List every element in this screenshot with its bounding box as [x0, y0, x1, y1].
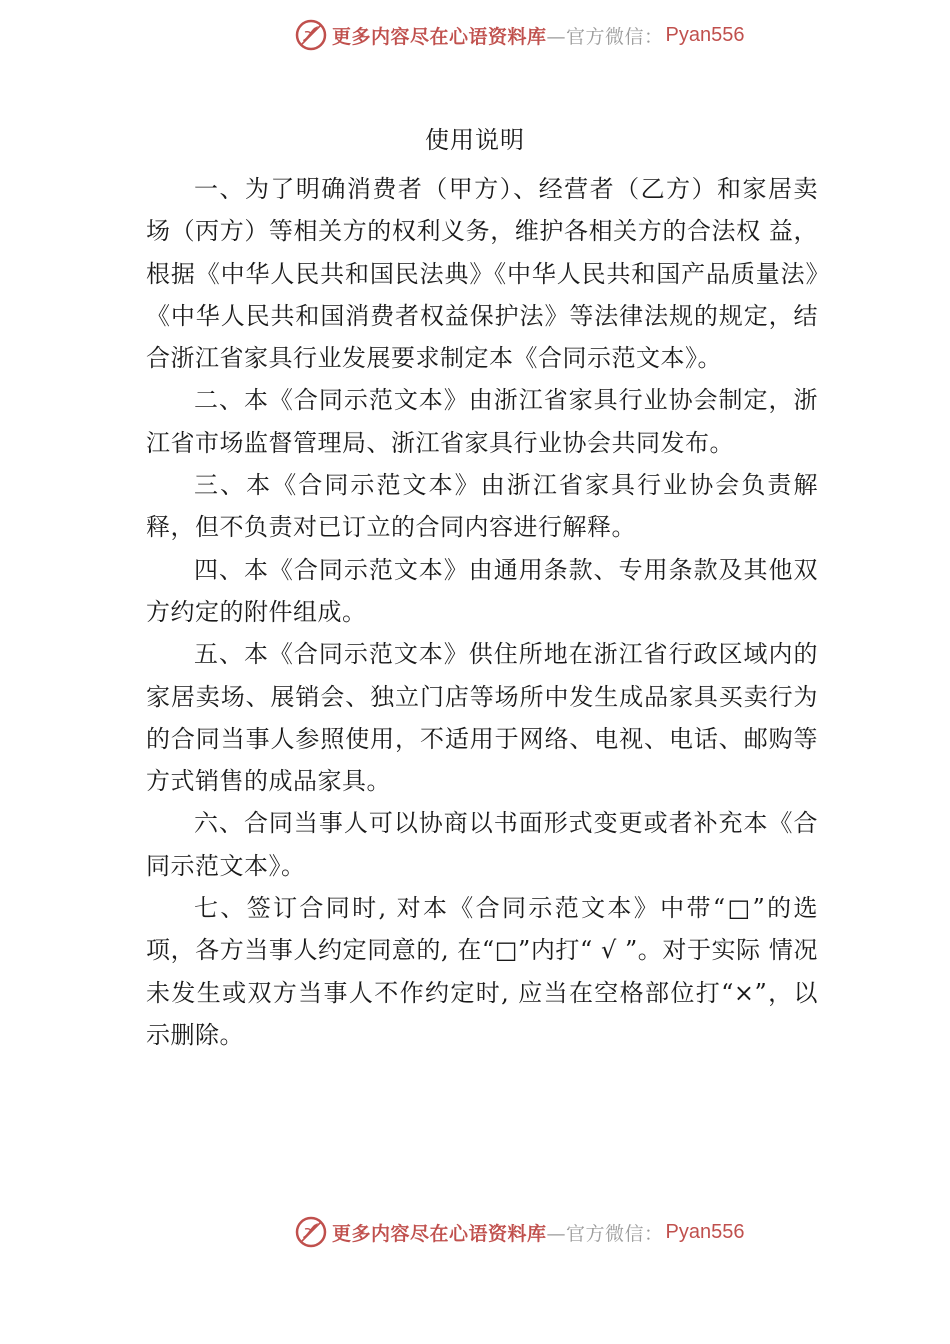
watermark-main-text: 更多内容尽在心语资料库: [332, 25, 547, 48]
paragraph-3: 三、本《合同示范文本》由浙江省家具行业协会负责解释，但不负责对已订立的合同内容进行解释。: [146, 471, 818, 542]
watermark-main-text: 更多内容尽在心语资料库: [332, 1222, 547, 1245]
paragraph-1: 一、为了明确消费者（甲方）、经营者（乙方）和家居卖场（丙方）等相关方的权利义务，维护各相关方的合法权 益，根据《中华人民共和国民法典》《中华人民共和国产品质量法》《中华人民共和国消费者权益保护法》等法律法规的规定，结合浙江省家具行业发展要求制定本《合同示范文本》。: [146, 175, 818, 373]
watermark-separator-text: —官方微信：: [546, 1222, 664, 1245]
paragraph-4: 四、本《合同示范文本》由通用条款、专用条款及其他双方约定的附件组成。: [146, 555, 818, 626]
paragraph-7: 七、签订合同时, 对本《合同示范文本》中带“□”的选 项，各方当事人约定同意的, 在“□”内打“ √ ”。对于实际 情况未发生或双方当事人不作约定时, 应当在空格部位打“×”，以示删除。: [146, 894, 818, 1049]
footer-watermark: [294, 1213, 745, 1251]
paragraph-5: 五、本《合同示范文本》供住所地在浙江省行政区域内的家居卖场、展销会、独立门店等场所中发生成品家具买卖行为的合同当事人参照使用，不适用于网络、电视、电话、邮购等方式销售的成品家具。: [146, 640, 818, 796]
document-title: 使用说明: [425, 126, 525, 154]
watermark-wechat-id: Pyan556: [665, 23, 745, 46]
document-body: [146, 168, 818, 1056]
paragraph-6: 六、合同当事人可以协商以书面形式变更或者补充本《合 同示范文本》。: [146, 809, 818, 880]
watermark-separator-text: —官方微信：: [546, 25, 664, 48]
header-watermark: [294, 16, 745, 54]
pen-seal-logo-icon: [294, 18, 328, 52]
pen-seal-logo-icon: [294, 1215, 328, 1249]
paragraph-2: 二、本《合同示范文本》由浙江省家具行业协会制定，浙江省市场监督管理局、浙江省家具行业协会共同发布。: [146, 386, 818, 457]
watermark-wechat-id: Pyan556: [665, 1220, 745, 1243]
